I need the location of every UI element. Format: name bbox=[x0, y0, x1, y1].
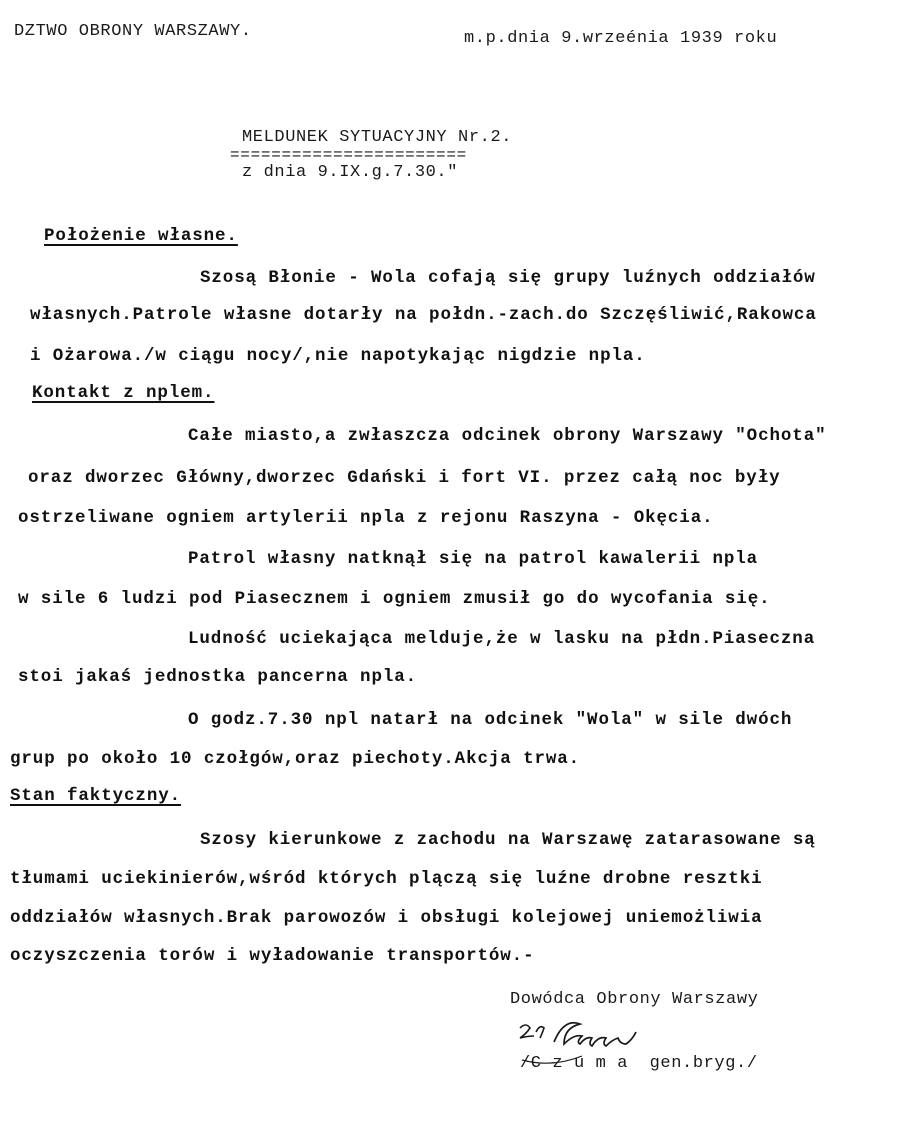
paragraph-line: ostrzeliwane ogniem artylerii npla z rejonu Raszyna - Okęcia. bbox=[18, 508, 714, 528]
paragraph-line: i Ożarowa./w ciągu nocy/,nie napotykając nigdzie npla. bbox=[30, 346, 646, 366]
paragraph-line: grup po około 10 czołgów,oraz piechoty.Akcja trwa. bbox=[10, 749, 581, 769]
section-heading-own-position: Położenie własne. bbox=[44, 226, 238, 246]
paragraph-line: Szosy kierunkowe z zachodu na Warszawę zatarasowane są bbox=[200, 830, 816, 850]
paragraph-line: tłumami uciekinierów,wśród których plączą się luźne drobne resztki bbox=[10, 869, 763, 889]
section-heading-actual-state: Stan faktyczny. bbox=[10, 786, 182, 806]
section-heading-contact: Kontakt z nplem. bbox=[32, 383, 215, 403]
paragraph-line: oddziałów własnych.Brak parowozów i obsługi kolejowej uniemożliwia bbox=[10, 908, 763, 928]
report-date-line: z dnia 9.IX.g.7.30." bbox=[242, 163, 459, 182]
paragraph-line: własnych.Patrole własne dotarły na połdn.-zach.do Szczęśliwić,Rakowca bbox=[30, 305, 817, 325]
paragraph-line: Szosą Błonie - Wola cofają się grupy luźnych oddziałów bbox=[200, 268, 816, 288]
paragraph-line: oczyszczenia torów i wyładowanie transportów.- bbox=[10, 946, 535, 966]
paragraph-line: Patrol własny natknął się na patrol kawalerii npla bbox=[188, 549, 759, 569]
paragraph-line: stoi jakaś jednostka pancerna npla. bbox=[18, 667, 418, 687]
paragraph-line: O godz.7.30 npl natarł na odcinek "Wola" w sile dwóch bbox=[188, 710, 793, 730]
header-place-date: m.p.dnia 9.wrzeénia 1939 roku bbox=[464, 29, 778, 48]
signatory-name: /C z u m a gen.bryg./ bbox=[520, 1054, 758, 1073]
signatory-role: Dowódca Obrony Warszawy bbox=[510, 990, 759, 1009]
header-org: DZTWO OBRONY WARSZAWY. bbox=[14, 22, 252, 41]
paragraph-line: oraz dworzec Główny,dworzec Gdański i fort VI. przez całą noc były bbox=[28, 468, 781, 488]
paragraph-line: Całe miasto,a zwłaszcza odcinek obrony Warszawy "Ochota" bbox=[188, 426, 827, 446]
title-double-rule: ======================= bbox=[230, 146, 467, 164]
paragraph-line: w sile 6 ludzi pod Piasecznem i ogniem zmusił go do wycofania się. bbox=[18, 589, 771, 609]
paragraph-line: Ludność uciekająca melduje,że w lasku na płdn.Piaseczna bbox=[188, 629, 816, 649]
report-title: MELDUNEK SYTUACYJNY Nr.2. bbox=[242, 128, 513, 147]
